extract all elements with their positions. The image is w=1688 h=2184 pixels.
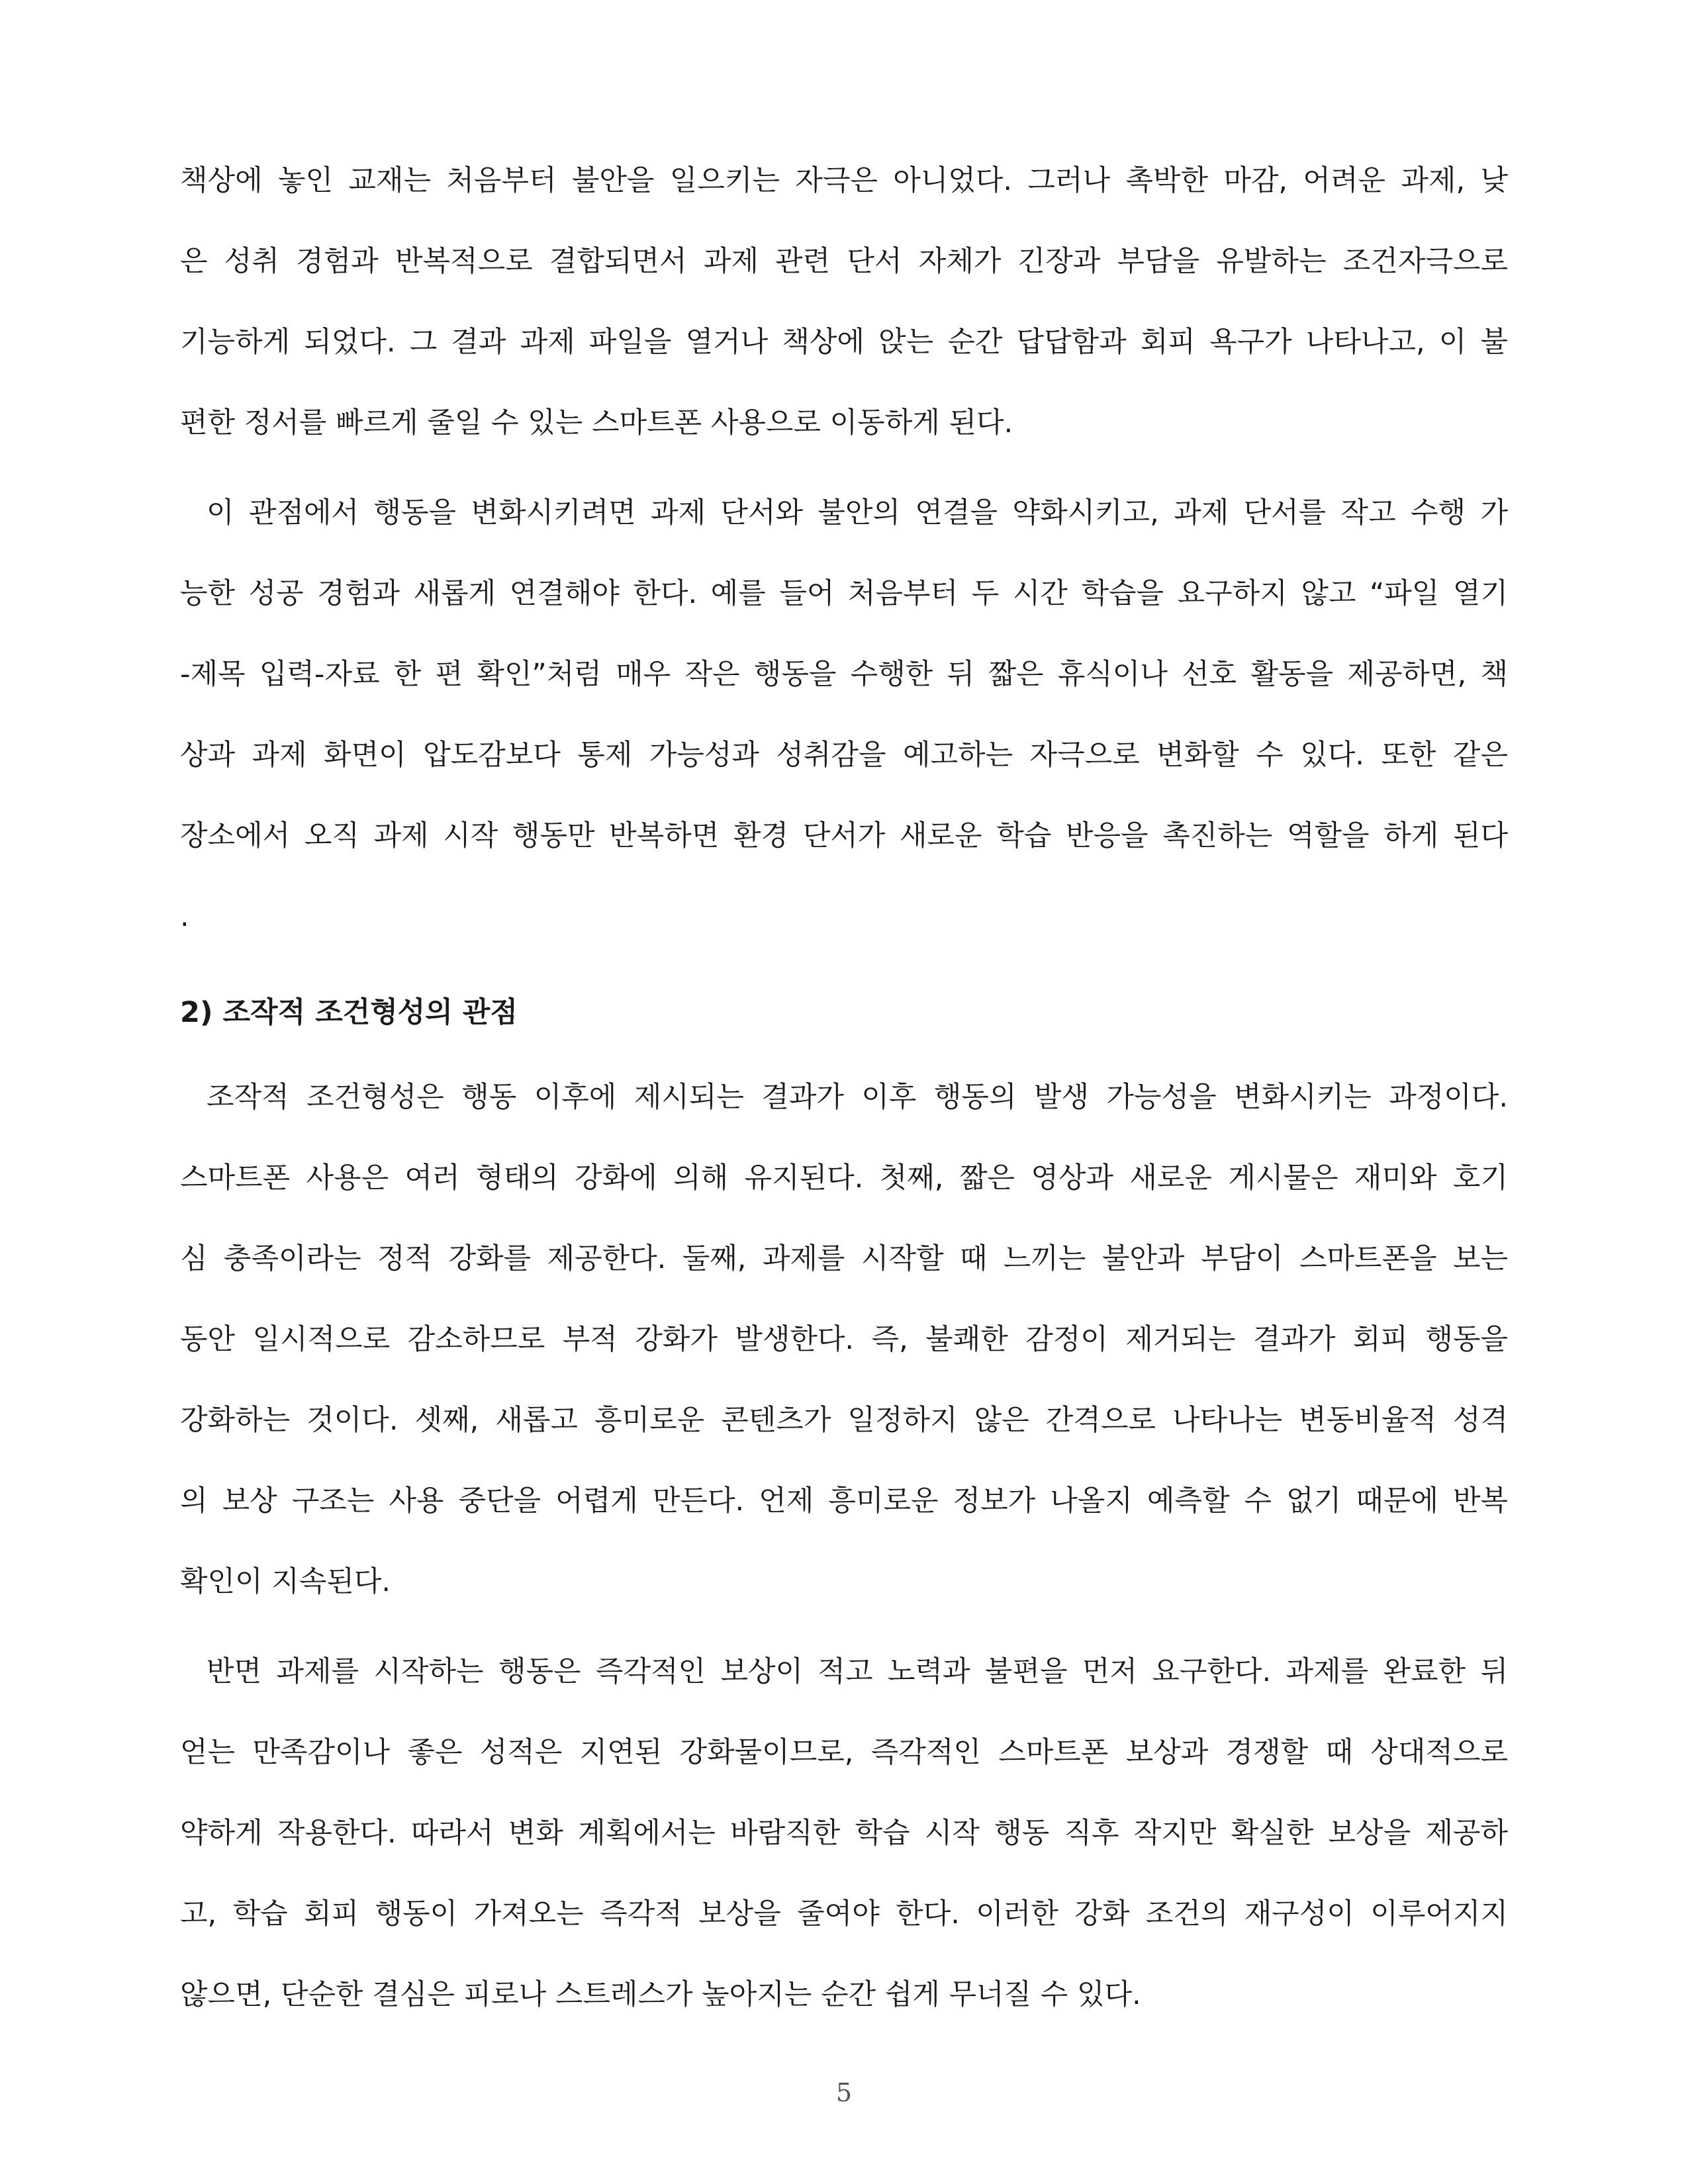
paragraph-2-line-5: 장소에서 오직 과제 시작 행동만 반복하면 환경 단서가 새로운 학습 반응을 촉진하는 역할을 하게 된다 xyxy=(180,819,1508,852)
paragraph-3-line-2: 스마트폰 사용은 여러 형태의 강화에 의해 유지된다. 첫째, 짧은 영상과 새로운 게시물은 재미와 호기 xyxy=(180,1161,1508,1195)
paragraph-3-line-3: 심 충족이라는 정적 강화를 제공한다. 둘째, 과제를 시작할 때 느끼는 불안과 부담이 스마트폰을 보는 xyxy=(180,1242,1508,1275)
paragraph-2-line-6: . xyxy=(180,900,189,933)
section-heading: 2) 조작적 조건형성의 관점 xyxy=(180,996,518,1029)
paragraph-1-line-4: 편한 정서를 빠르게 줄일 수 있는 스마트폰 사용으로 이동하게 된다. xyxy=(180,406,1013,439)
paragraph-1-line-2: 은 성취 경험과 반복적으로 결합되면서 과제 관련 단서 자체가 긴장과 부담을 유발하는 조건자극으로 xyxy=(180,245,1508,278)
paragraph-1-line-1: 책상에 놓인 교재는 처음부터 불안을 일으키는 자극은 아니었다. 그러나 촉박한 마감, 어려운 과제, 낮 xyxy=(180,164,1508,197)
paragraph-3-line-5: 강화하는 것이다. 셋째, 새롭고 흥미로운 콘텐츠가 일정하지 않은 간격으로 나타나는 변동비율적 성격 xyxy=(180,1404,1508,1437)
paragraph-1-line-3: 기능하게 되었다. 그 결과 과제 파일을 열거나 책상에 앉는 순간 답답함과 회피 욕구가 나타나고, 이 불 xyxy=(180,326,1508,359)
paragraph-2-line-3: -제목 입력-자료 한 편 확인”처럼 매우 작은 행동을 수행한 뒤 짧은 휴식이나 선호 활동을 제공하면, 책 xyxy=(180,658,1508,691)
paragraph-3-line-4: 동안 일시적으로 감소하므로 부적 강화가 발생한다. 즉, 불쾌한 감정이 제거되는 결과가 회피 행동을 xyxy=(180,1323,1508,1356)
page-number: 5 xyxy=(835,2078,853,2107)
paragraph-2-line-2: 능한 성공 경험과 새롭게 연결해야 한다. 예를 들어 처음부터 두 시간 학습을 요구하지 않고 “파일 열기 xyxy=(180,577,1508,610)
paragraph-4-line-2: 얻는 만족감이나 좋은 성적은 지연된 강화물이므로, 즉각적인 스마트폰 보상과 경쟁할 때 상대적으로 xyxy=(180,1736,1508,1769)
paragraph-4-line-1: 반면 과제를 시작하는 행동은 즉각적인 보상이 적고 노력과 불편을 먼저 요구한다. 과제를 완료한 뒤 xyxy=(207,1655,1508,1688)
paragraph-3-line-7: 확인이 지속된다. xyxy=(180,1565,391,1598)
paragraph-4-line-4: 고, 학습 회피 행동이 가져오는 즉각적 보상을 줄여야 한다. 이러한 강화 조건의 재구성이 이루어지지 xyxy=(180,1897,1508,1931)
paragraph-2-line-1: 이 관점에서 행동을 변화시키려면 과제 단서와 불안의 연결을 약화시키고, 과제 단서를 작고 수행 가 xyxy=(207,496,1508,529)
paragraph-4-line-5: 않으면, 단순한 결심은 피로나 스트레스가 높아지는 순간 쉽게 무너질 수 있다. xyxy=(180,1978,1141,2011)
paragraph-2-line-4: 상과 과제 화면이 압도감보다 통제 가능성과 성취감을 예고하는 자극으로 변화할 수 있다. 또한 같은 xyxy=(180,739,1508,772)
paragraph-3-line-6: 의 보상 구조는 사용 중단을 어렵게 만든다. 언제 흥미로운 정보가 나올지 예측할 수 없기 때문에 반복 xyxy=(180,1484,1508,1518)
paragraph-3-line-1: 조작적 조건형성은 행동 이후에 제시되는 결과가 이후 행동의 발생 가능성을 변화시키는 과정이다. xyxy=(207,1081,1508,1114)
paragraph-4-line-3: 약하게 작용한다. 따라서 변화 계획에서는 바람직한 학습 시작 행동 직후 작지만 확실한 보상을 제공하 xyxy=(180,1817,1508,1850)
